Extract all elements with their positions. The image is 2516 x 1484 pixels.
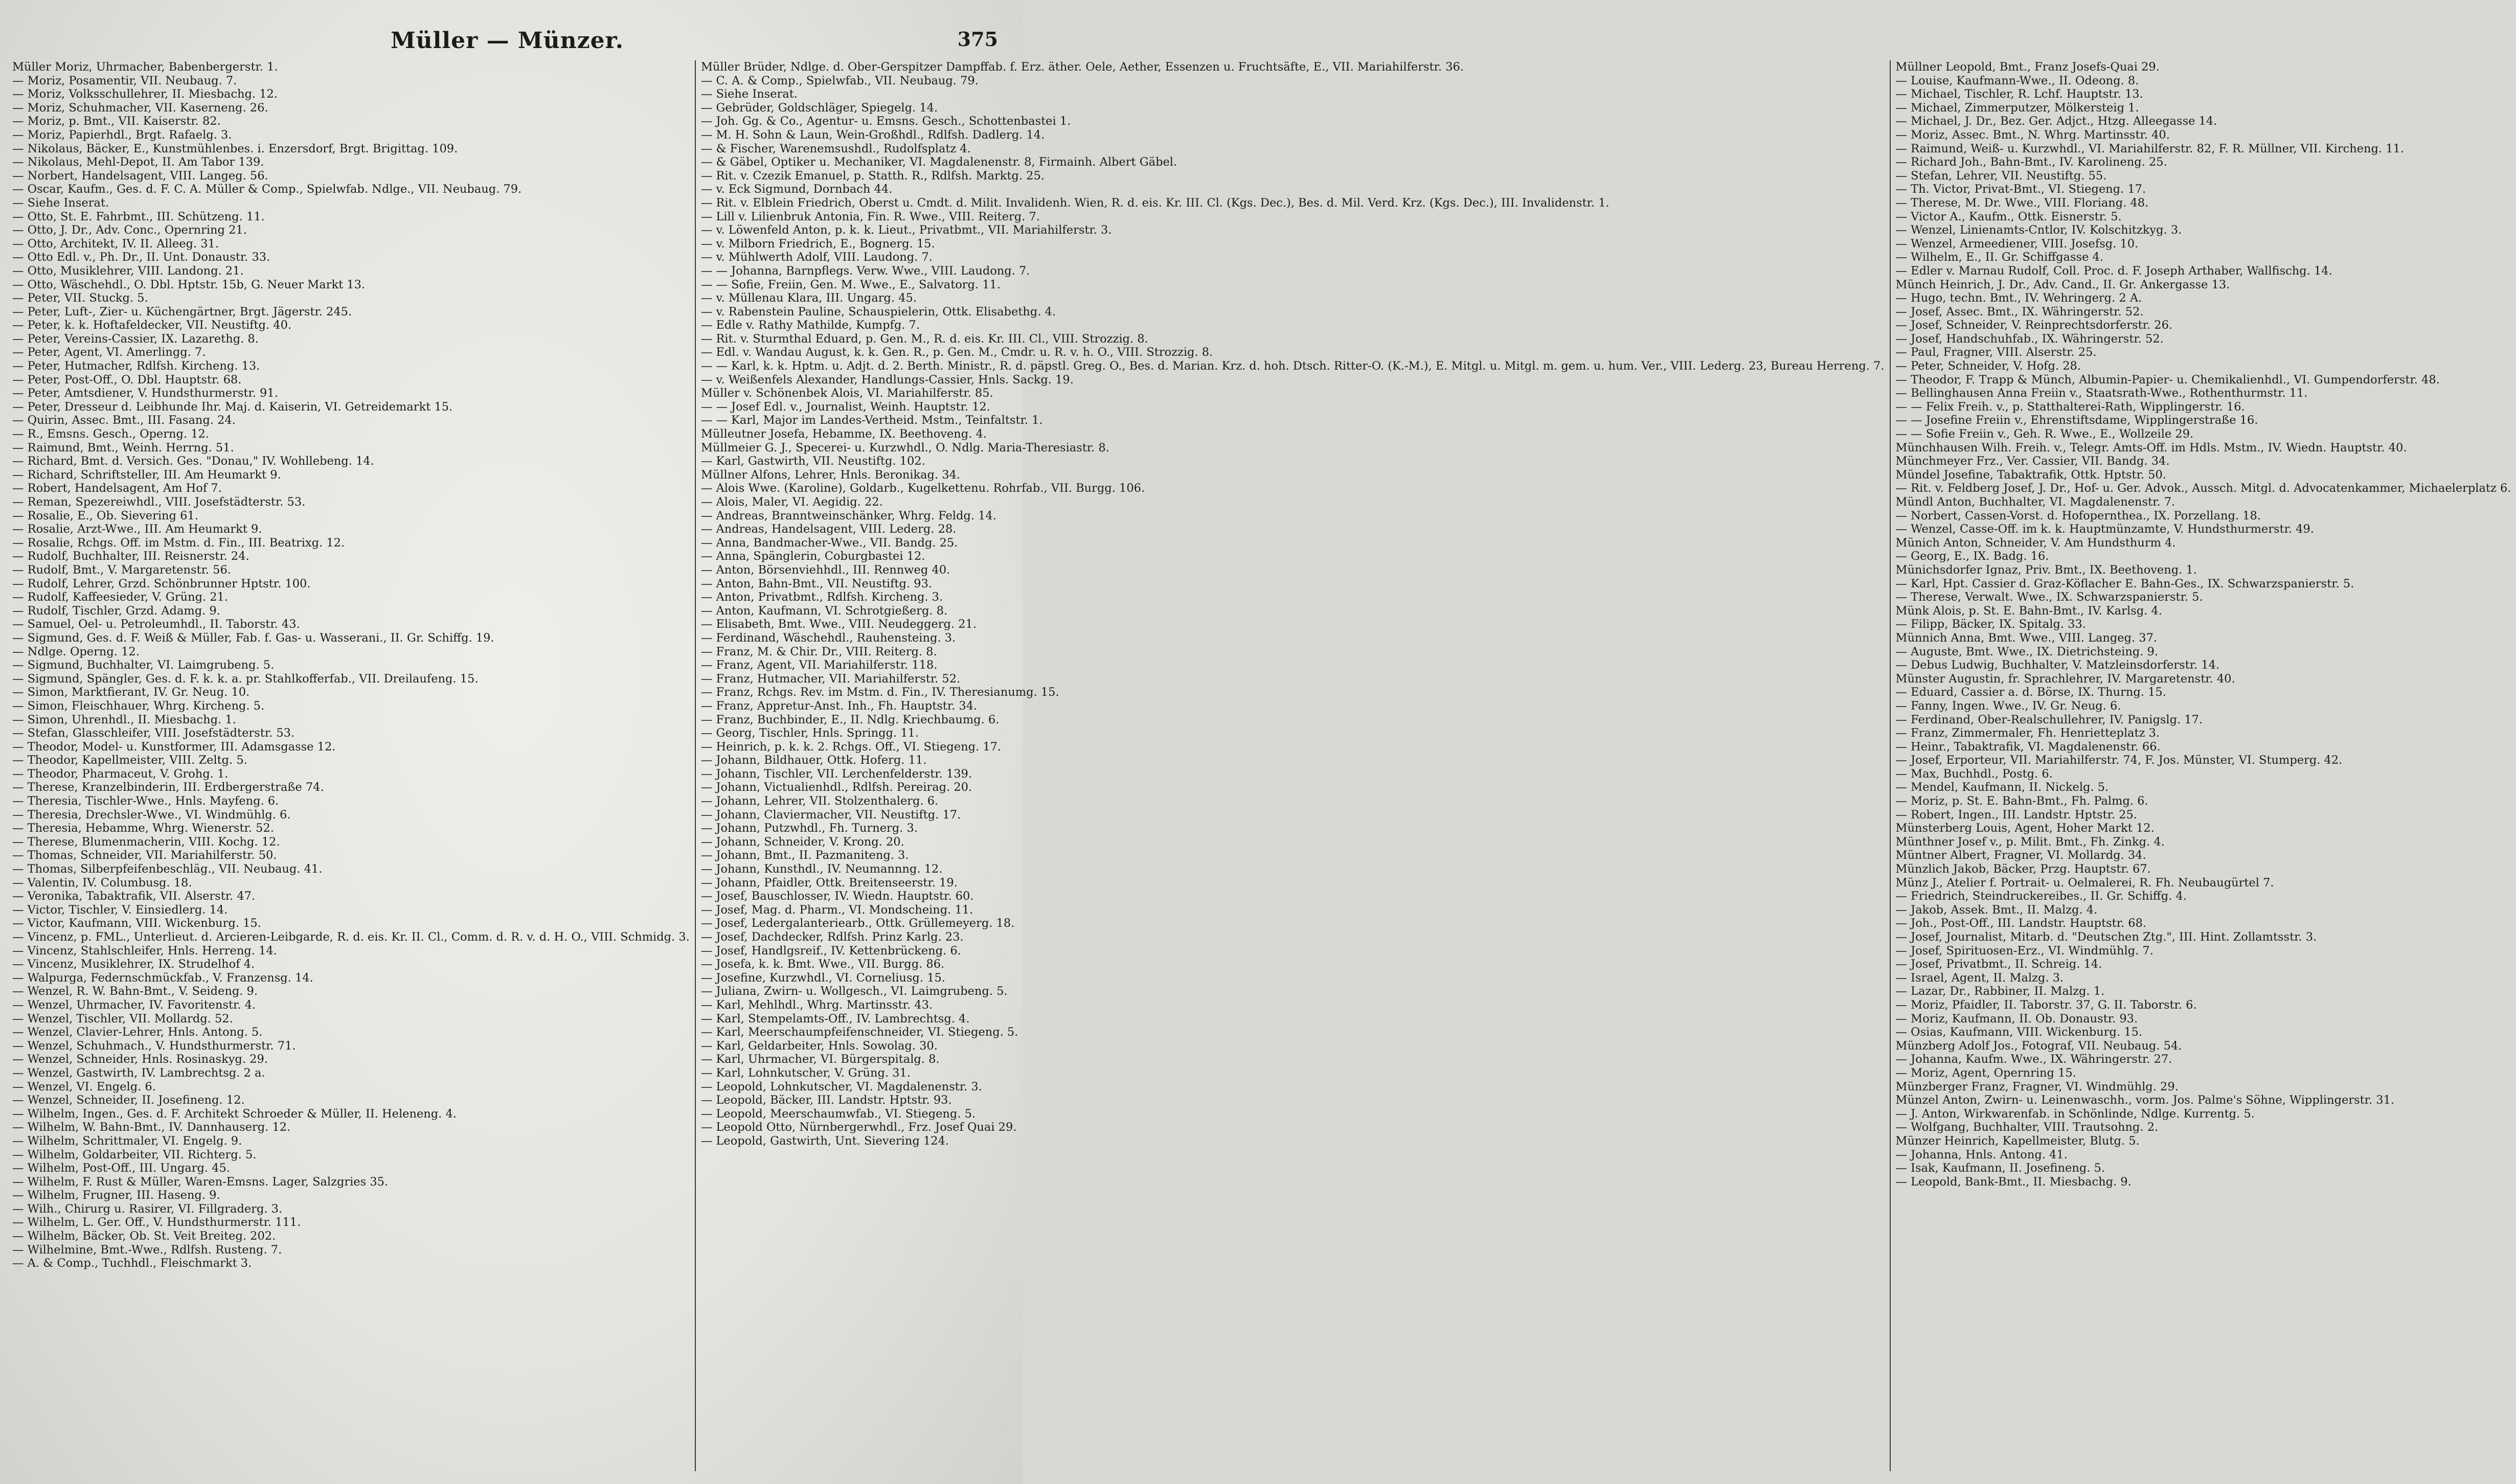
directory-entry: — Ferdinand, Ober-Realschullehrer, IV. Panigslg. 17. (1895, 713, 2203, 726)
directory-entry: — Alois Wwe. (Karoline), Goldarb., Kugelkettenu. Rohrfab., VII. Burgg. 106. (700, 482, 1145, 495)
directory-entry: — Richard Joh., Bahn-Bmt., IV. Karolineng. 25. (1895, 155, 2167, 169)
directory-entry: — Isak, Kaufmann, II. Josefineng. 5. (1895, 1161, 2105, 1175)
directory-entry: — Peter, Agent, VI. Amerlingg. 7. (12, 346, 206, 359)
directory-entry: — Leopold, Meerschaumwfab., VI. Stiegeng. 5. (700, 1107, 976, 1121)
directory-entry: — Thomas, Schneider, VII. Mariahilferstr. 50. (12, 849, 277, 862)
directory-entry: — Franz, Appretur-Anst. Inh., Fh. Hauptstr. 34. (700, 699, 978, 713)
directory-entry: — Otto, Musiklehrer, VIII. Landong. 21. (12, 264, 244, 278)
directory-entry: — Johann, Schneider, V. Krong. 20. (700, 835, 904, 849)
directory-entry: — Auguste, Bmt. Wwe., IX. Dietrichsteing. 9. (1895, 645, 2159, 658)
directory-entry: — Vincenz, p. FML., Unterlieut. d. Arcieren-Leibgarde, R. d. eis. Kr. II. Cl., Comm. d. R. v. d. H. O., VIII. Schmidg. 3. (12, 930, 690, 944)
directory-entry: — Theodor, Kapellmeister, VIII. Zeltg. 5. (12, 754, 247, 767)
directory-entry: — Franz, M. & Chir. Dr., VIII. Reiterg. 8. (700, 645, 937, 658)
directory-entry: — Leopold, Gastwirth, Unt. Sievering 124. (700, 1134, 949, 1148)
directory-entry: — Lill v. Lilienbruk Antonia, Fin. R. Wwe., VIII. Reiterg. 7. (700, 210, 1040, 223)
directory-entry: Müntner Albert, Fragner, VI. Mollardg. 34. (1895, 849, 2146, 862)
directory-entry: — Rudolf, Buchhalter, III. Reisnerstr. 24. (12, 550, 250, 563)
directory-entry: — — Felix Freih. v., p. Statthalterei-Rath, Wipplingerstr. 16. (1895, 400, 2245, 414)
directory-entry: Münster Augustin, fr. Sprachlehrer, IV. Margaretenstr. 40. (1895, 672, 2235, 686)
directory-entry: — Hugo, techn. Bmt., IV. Wehringerg. 2 A. (1895, 291, 2142, 305)
directory-entry: — Wenzel, Clavier-Lehrer, Hnls. Antong. 5. (12, 1025, 263, 1039)
column-1 (7, 60, 696, 1471)
directory-entry: — Alois, Maler, VI. Aegidig. 22. (700, 495, 883, 509)
directory-entry: — Josef, Erporteur, VII. Mariahilferstr. 74, F. Jos. Münster, VI. Stumperg. 42. (1895, 754, 2343, 767)
directory-entry: — Leopold, Lohnkutscher, VI. Magdalenenstr. 3. (700, 1080, 982, 1093)
directory-entry: — Andreas, Handelsagent, VIII. Lederg. 28. (700, 522, 957, 536)
directory-entry: — Walpurga, Federnschmückfab., V. Franzensg. 14. (12, 971, 313, 985)
directory-entry: — Franz, Hutmacher, VII. Mariahilferstr. 52. (700, 672, 961, 686)
directory-entry: — v. Weißenfels Alexander, Handlungs-Cassier, Hnls. Sackg. 19. (700, 373, 1074, 386)
directory-entry: — Stefan, Lehrer, VII. Neustiftg. 55. (1895, 169, 2107, 182)
directory-entry: — Rosalie, Arzt-Wwe., III. Am Heumarkt 9. (12, 522, 262, 536)
directory-entry: — Andreas, Branntweinschänker, Whrg. Feldg. 14. (700, 509, 996, 522)
directory-entry: — Wenzel, Gastwirth, IV. Lambrechtsg. 2 a. (12, 1066, 265, 1080)
directory-entry: — Oscar, Kaufm., Ges. d. F. C. A. Müller & Comp., Spielwfab. Ndlge., VII. Neubaug. 79. (12, 182, 522, 196)
directory-entry: — Johann, Victualienhdl., Rdlfsh. Pereirag. 20. (700, 781, 972, 794)
directory-entry: — v. Milborn Friedrich, E., Bognerg. 15. (700, 237, 935, 250)
directory-entry: — Rit. v. Feldberg Josef, J. Dr., Hof- u. Ger. Advok., Aussch. Mitgl. d. Advocatenkammer, Michaelerplatz 6. (1895, 482, 2511, 495)
directory-entry: — Rudolf, Tischler, Grzd. Adamg. 9. (12, 604, 220, 618)
directory-entry: — Josef, Journalist, Mitarb. d. "Deutschen Ztg.", III. Hint. Zollamtsstr. 3. (1895, 930, 2317, 944)
directory-entry: — Richard, Bmt. d. Versich. Ges. "Donau," IV. Wohllebeng. 14. (12, 454, 374, 468)
directory-entry: — Stefan, Glasschleifer, VIII. Josefstädterstr. 53. (12, 726, 295, 740)
directory-entry: — Joh. Gg. & Co., Agentur- u. Emsns. Gesch., Schottenbastei 1. (700, 115, 1071, 128)
directory-entry: — Joh., Post-Off., III. Landstr. Hauptstr. 68. (1895, 917, 2147, 930)
directory-entry: — Peter, Hutmacher, Rdlfsh. Kircheng. 13. (12, 359, 260, 373)
directory-entry: — Robert, Ingen., III. Landstr. Hptstr. 25. (1895, 808, 2137, 821)
directory-entry: — Rudolf, Lehrer, Grzd. Schönbrunner Hptstr. 100. (12, 577, 311, 590)
directory-entry: — Robert, Handelsagent, Am Hof 7. (12, 482, 222, 495)
page-title: Müller — Münzer. (390, 28, 624, 54)
directory-entry: — Thomas, Silberpfeifenbeschläg., VII. Neubaug. 41. (12, 862, 323, 876)
directory-entry: — Wenzel, Linienamts-Cntlor, IV. Kolschitzkyg. 3. (1895, 223, 2182, 237)
directory-entry: Müller Brüder, Ndlge. d. Ober-Gerspitzer Dampffab. f. Erz. äther. Oele, Aether, Essenzen u. Fruchtsäfte, E., VII. Mariahilferstr. 36. (700, 60, 1464, 74)
directory-entry: — Josef, Handschuhfab., IX. Währingerstr. 52. (1895, 332, 2164, 346)
directory-entry: — Moriz, Papierhdl., Brgt. Rafaelg. 3. (12, 128, 232, 142)
directory-entry: — Michael, Zimmerputzer, Mölkersteig 1. (1895, 101, 2139, 115)
directory-entry: — Karl, Meerschaumpfeifenschneider, VI. Stiegeng. 5. (700, 1025, 1018, 1039)
directory-entry: Müllner Alfons, Lehrer, Hnls. Beronikag. 34. (700, 468, 961, 482)
directory-entry: — Josef, Mag. d. Pharm., VI. Mondscheing. 11. (700, 903, 973, 917)
directory-entry: — Anna, Spänglerin, Coburgbastei 12. (700, 550, 925, 563)
directory-entry: Münzberger Franz, Fragner, VI. Windmühlg. 29. (1895, 1080, 2179, 1093)
directory-entry: — Rudolf, Kaffeesieder, V. Grüng. 21. (12, 590, 229, 604)
directory-entry: — Johann, Putzwhdl., Fh. Turnerg. 3. (700, 821, 918, 835)
directory-entry: — — Karl, Major im Landes-Vertheid. Mstm., Teinfaltstr. 1. (700, 414, 1043, 427)
directory-entry: — Wenzel, Schneider, II. Josefineng. 12. (12, 1093, 245, 1107)
directory-entry: Mündel Josefine, Tabaktrafik, Ottk. Hptstr. 50. (1895, 468, 2166, 482)
directory-entry: — Franz, Zimmermaler, Fh. Henrietteplatz 3. (1895, 726, 2160, 740)
directory-entry: — Wilhelm, F. Rust & Müller, Waren-Emsns. Lager, Salzgries 35. (12, 1175, 389, 1189)
directory-entry: — & Gäbel, Optiker u. Mechaniker, VI. Magdalenenstr. 8, Firmainh. Albert Gäbel. (700, 155, 1177, 169)
directory-entry: — Johann, Claviermacher, VII. Neustiftg. 17. (700, 808, 961, 821)
directory-entry: Mülleutner Josefa, Hebamme, IX. Beethoveng. 4. (700, 427, 987, 441)
directory-entry: — — Josef Edl. v., Journalist, Weinh. Hauptstr. 12. (700, 400, 990, 414)
directory-entry: — Josef, Handlgsreif., IV. Kettenbrückeng. 6. (700, 944, 961, 957)
directory-entry: — Johann, Kunsthdl., IV. Neumannng. 12. (700, 862, 943, 876)
directory-entry: — Anton, Bahn-Bmt., VII. Neustiftg. 93. (700, 577, 932, 590)
directory-entry: — Wilhelm, Frugner, III. Haseng. 9. (12, 1189, 220, 1202)
directory-entry: — Otto Edl. v., Ph. Dr., II. Unt. Donaustr. 33. (12, 250, 270, 264)
directory-entry: — Wilhelm, E., II. Gr. Schiffgasse 4. (1895, 250, 2104, 264)
directory-entry: — Anton, Privatbmt., Rdlfsh. Kircheng. 3. (700, 590, 943, 604)
directory-entry: — Simon, Fleischhauer, Whrg. Kircheng. 5. (12, 699, 265, 713)
directory-entry: — Jakob, Assek. Bmt., II. Malzg. 4. (1895, 903, 2098, 917)
directory-entry: — Sigmund, Ges. d. F. Weiß & Müller, Fab. f. Gas- u. Wasserani., II. Gr. Schiffg. 19. (12, 631, 494, 645)
directory-entry: — Edler v. Marnau Rudolf, Coll. Proc. d. F. Joseph Arthaber, Wallfischg. 14. (1895, 264, 2332, 278)
directory-entry: — A. & Comp., Tuchhdl., Fleischmarkt 3. (12, 1257, 252, 1270)
directory-entry: — Karl, Uhrmacher, VI. Bürgerspitalg. 8. (700, 1053, 940, 1066)
directory-entry: — — Sofie Freiin v., Geh. R. Wwe., E., Wollzeile 29. (1895, 427, 2194, 441)
directory-entry: — Theodor, F. Trapp & Münch, Albumin-Papier- u. Chemikalienhdl., VI. Gumpendorferstr. 48. (1895, 373, 2440, 386)
directory-entry: — Otto, Wäschehdl., O. Dbl. Hptstr. 15b, G. Neuer Markt 13. (12, 278, 366, 291)
directory-entry: — Moriz, Posamentir, VII. Neubaug. 7. (12, 74, 237, 87)
directory-entry: — Leopold, Bank-Bmt., II. Miesbachg. 9. (1895, 1175, 2132, 1189)
directory-entry: — Leopold, Bäcker, III. Landstr. Hptstr. 93. (700, 1093, 952, 1107)
directory-entry: — Johann, Pfaidler, Ottk. Breitenseerstr. 19. (700, 876, 958, 889)
directory-entry: — Gebrüder, Goldschläger, Spiegelg. 14. (700, 101, 938, 115)
directory-entry: — Victor, Kaufmann, VIII. Wickenburg. 15. (12, 917, 261, 930)
directory-entry: Münch Heinrich, J. Dr., Adv. Cand., II. Gr. Ankergasse 13. (1895, 278, 2230, 291)
directory-entry: — Wolfgang, Buchhalter, VIII. Trautsohng. 2. (1895, 1121, 2159, 1134)
directory-entry: — R., Emsns. Gesch., Operng. 12. (12, 427, 209, 441)
directory-entry: — Moriz, Agent, Opernring 15. (1895, 1066, 2076, 1080)
directory-entry: — Moriz, Volksschullehrer, II. Miesbachg. 12. (12, 87, 278, 101)
directory-entry: — Otto, Architekt, IV. II. Alleeg. 31. (12, 237, 219, 250)
directory-entry: — Filipp, Bäcker, IX. Spitalg. 33. (1895, 618, 2086, 631)
directory-entry: — Peter, k. k. Hoftafeldecker, VII. Neustiftg. 40. (12, 318, 292, 332)
directory-entry: — Theresia, Hebamme, Whrg. Wienerstr. 52. (12, 821, 274, 835)
directory-entry: — Theresia, Tischler-Wwe., Hnls. Mayfeng. 6. (12, 794, 279, 808)
directory-entry: — — Johanna, Barnpflegs. Verw. Wwe., VIII. Laudong. 7. (700, 264, 1030, 278)
directory-entry: — Reman, Spezereiwhdl., VIII. Josefstädterstr. 53. (12, 495, 306, 509)
directory-entry: — Theodor, Model- u. Kunstformer, III. Adamsgasse 12. (12, 740, 336, 754)
directory-entry: — Wilhelm, Post-Off., III. Ungarg. 45. (12, 1161, 230, 1175)
directory-entry: — Wilhelm, Bäcker, Ob. St. Veit Breiteg. 202. (12, 1229, 276, 1243)
directory-entry: — C. A. & Comp., Spielwfab., VII. Neubaug. 79. (700, 74, 979, 87)
directory-entry: — J. Anton, Wirkwarenfab. in Schönlinde, Ndlge. Kurrentg. 5. (1895, 1107, 2255, 1121)
directory-entry: — Bellinghausen Anna Freiin v., Staatsrath-Wwe., Rothenthurmstr. 11. (1895, 386, 2308, 400)
directory-entry: — Karl, Hpt. Cassier d. Graz-Köflacher E. Bahn-Ges., IX. Schwarzspanierstr. 5. (1895, 577, 2354, 590)
directory-entry: — Siehe Inserat. (12, 196, 109, 210)
directory-entry: — Moriz, Assec. Bmt., N. Whrg. Martinsstr. 40. (1895, 128, 2170, 142)
directory-entry: — Norbert, Handelsagent, VIII. Langeg. 56. (12, 169, 268, 182)
directory-entry: — Sigmund, Spängler, Ges. d. F. k. k. a. pr. Stahlkofferfab., VII. Dreilaufeng. 15. (12, 672, 479, 686)
directory-entry: — Josefine, Kurzwhdl., VI. Corneliusg. 15. (700, 971, 945, 985)
directory-entry: — Rit. v. Elblein Friedrich, Oberst u. Cmdt. d. Milit. Invalidenh. Wien, R. d. eis. Kr. III. Cl. (Kgs. Dec.), Bes. d. Mil. Verd. Krz. (Kgs. Dec.), III. Invalidenstr. 1. (700, 196, 1610, 210)
directory-entry: — Heinr., Tabaktrafik, VI. Magdalenenstr. 66. (1895, 740, 2161, 754)
directory-entry: — Wilhelm, L. Ger. Off., V. Hundsthurmerstr. 111. (12, 1216, 301, 1229)
directory-entry: — Vincenz, Musiklehrer, IX. Strudelhof 4. (12, 957, 255, 971)
directory-entry: Münchmeyer Frz., Ver. Cassier, VII. Bandg. 34. (1895, 454, 2170, 468)
directory-entry: Münzberg Adolf Jos., Fotograf, VII. Neubaug. 54. (1895, 1039, 2182, 1053)
directory-entry: — v. Eck Sigmund, Dornbach 44. (700, 182, 893, 196)
directory-entry: — Peter, VII. Stuckg. 5. (12, 291, 148, 305)
directory-entry: — Simon, Marktfierant, IV. Gr. Neug. 10. (12, 686, 250, 699)
directory-entry: Müllmeier G. J., Specerei- u. Kurzwhdl., O. Ndlg. Maria-Theresiastr. 8. (700, 441, 1109, 454)
directory-entry: — Max, Buchhdl., Postg. 6. (1895, 767, 2053, 781)
directory-entry: — Ndlge. Operng. 12. (12, 645, 140, 658)
directory-entry: — Ferdinand, Wäschehdl., Rauhensteing. 3. (700, 631, 956, 645)
directory-entry: — v. Müllenau Klara, III. Ungarg. 45. (700, 291, 917, 305)
directory-entry: — Karl, Geldarbeiter, Hnls. Sowolag. 30. (700, 1039, 938, 1053)
directory-entry: — Vincenz, Stahlschleifer, Hnls. Herreng. 14. (12, 944, 277, 957)
directory-entry: — v. Mühlwerth Adolf, VIII. Laudong. 7. (700, 250, 933, 264)
column-2 (696, 60, 1891, 1471)
directory-entry: — Therese, Kranzelbinderin, III. Erdbergerstraße 74. (12, 781, 324, 794)
directory-entry: — Karl, Stempelamts-Off., IV. Lambrechtsg. 4. (700, 1012, 970, 1025)
directory-entry: — Wenzel, VI. Engelg. 6. (12, 1080, 156, 1093)
directory-entry: — Leopold Otto, Nürnbergerwhdl., Frz. Josef Quai 29. (700, 1121, 1017, 1134)
directory-entry: Münzer Heinrich, Kapellmeister, Blutg. 5. (1895, 1134, 2140, 1148)
directory-entry: Müller v. Schönenbek Alois, VI. Mariahilferstr. 85. (700, 386, 993, 400)
directory-entry: — Franz, Rchgs. Rev. im Mstm. d. Fin., IV. Theresianumg. 15. (700, 686, 1059, 699)
directory-entry: Münchhausen Wilh. Freih. v., Telegr. Amts-Off. im Hdls. Mstm., IV. Wiedn. Hauptstr. 40. (1895, 441, 2407, 454)
directory-entry: — Heinrich, p. k. k. 2. Rchgs. Off., VI. Stiegeng. 17. (700, 740, 1002, 754)
directory-entry: — Wenzel, Schneider, Hnls. Rosinaskyg. 29. (12, 1053, 268, 1066)
directory-entry: — Michael, Tischler, R. Lchf. Hauptstr. 13. (1895, 87, 2143, 101)
directory-entry: Müller Moriz, Uhrmacher, Babenbergerstr. 1. (12, 60, 278, 74)
directory-entry: — Louise, Kaufmann-Wwe., II. Odeong. 8. (1895, 74, 2139, 87)
directory-entry: — Josef, Schneider, V. Reinprechtsdorferstr. 26. (1895, 318, 2173, 332)
directory-entry: — Siehe Inserat. (700, 87, 798, 101)
directory-entry: — Quirin, Assec. Bmt., III. Fasang. 24. (12, 414, 236, 427)
directory-entry: — v. Löwenfeld Anton, p. k. k. Lieut., Privatbmt., VII. Mariahilferstr. 3. (700, 223, 1112, 237)
directory-entry: Münthner Josef v., p. Milit. Bmt., Fh. Zinkg. 4. (1895, 835, 2165, 849)
directory-entry: — Therese, Blumenmacherin, VIII. Kochg. 12. (12, 835, 280, 849)
directory-entry: — Josef, Bauschlosser, IV. Wiedn. Hauptstr. 60. (700, 889, 974, 903)
directory-entry: — Johann, Lehrer, VII. Stolzenthalerg. 6. (700, 794, 939, 808)
directory-entry: — Anna, Bandmacher-Wwe., VII. Bandg. 25. (700, 536, 958, 550)
column-3 (1891, 60, 2516, 1471)
directory-entry: — Th. Victor, Privat-Bmt., VI. Stiegeng. 17. (1895, 182, 2146, 196)
directory-entry: — Osias, Kaufmann, VIII. Wickenburg. 15. (1895, 1025, 2143, 1039)
directory-entry: — Josef, Assec. Bmt., IX. Währingerstr. 52. (1895, 305, 2144, 318)
directory-entry: — Franz, Buchbinder, E., II. Ndlg. Kriechbaumg. 6. (700, 713, 1000, 726)
directory-entry: — Israel, Agent, II. Malzg. 3. (1895, 971, 2064, 985)
directory-entry: — Wilhelm, Goldarbeiter, VII. Richterg. 5. (12, 1148, 257, 1161)
directory-entry: — Wenzel, Casse-Off. im k. k. Hauptmünzamte, V. Hundsthurmerstr. 49. (1895, 522, 2314, 536)
directory-entry: — Moriz, p. St. E. Bahn-Bmt., Fh. Palmg. 6. (1895, 794, 2148, 808)
directory-entry: — Josef, Spirituosen-Erz., VI. Windmühlg. 7. (1895, 944, 2154, 957)
directory-entry: — Wenzel, R. W. Bahn-Bmt., V. Seideng. 9. (12, 985, 258, 998)
directory-entry: — Georg, Tischler, Hnls. Springg. 11. (700, 726, 919, 740)
directory-entry: — Victor A., Kaufm., Ottk. Eisnerstr. 5. (1895, 210, 2122, 223)
directory-entry: — Therese, Verwalt. Wwe., IX. Schwarzspanierstr. 5. (1895, 590, 2203, 604)
directory-entry: — Rit. v. Sturmthal Eduard, p. Gen. M., R. d. eis. Kr. III. Cl., VIII. Strozzig. 8. (700, 332, 1148, 346)
directory-entry: — Eduard, Cassier a. d. Börse, IX. Thurng. 15. (1895, 686, 2166, 699)
directory-entry: — Paul, Fragner, VIII. Alserstr. 25. (1895, 346, 2097, 359)
directory-entry: — Nikolaus, Mehl-Depot, II. Am Tabor 139. (12, 155, 264, 169)
directory-entry: — Josef, Ledergalanteriearb., Ottk. Grüllemeyerg. 18. (700, 917, 1015, 930)
directory-entry: Münsterberg Louis, Agent, Hoher Markt 12. (1895, 821, 2155, 835)
directory-entry: — M. H. Sohn & Laun, Wein-Großhdl., Rdlfsh. Dadlerg. 14. (700, 128, 1045, 142)
directory-entry: — Wilhelm, Schrittmaler, VI. Engelg. 9. (12, 1134, 242, 1148)
directory-entry: Münzel Anton, Zwirn- u. Leinenwaschh., vorm. Jos. Palme's Söhne, Wipplingerstr. 31. (1895, 1093, 2395, 1107)
directory-entry: — Rit. v. Czezik Emanuel, p. Statth. R., Rdlfsh. Marktg. 25. (700, 169, 1045, 182)
directory-entry: — Wenzel, Armeediener, VIII. Josefsg. 10. (1895, 237, 2139, 250)
directory-entry: — Peter, Amtsdiener, V. Hundsthurmerstr. 91. (12, 386, 278, 400)
directory-entry: — Otto, St. E. Fahrbmt., III. Schützeng. 11. (12, 210, 265, 223)
directory-entry: — Wenzel, Tischler, VII. Mollardg. 52. (12, 1012, 233, 1025)
directory-entry: Müllner Leopold, Bmt., Franz Josefs-Quai 29. (1895, 60, 2160, 74)
directory-entry: — Wenzel, Uhrmacher, IV. Favoritenstr. 4. (12, 998, 256, 1012)
directory-entry: — Karl, Mehlhdl., Whrg. Martinsstr. 43. (700, 998, 933, 1012)
directory-entry: — Simon, Uhrenhdl., II. Miesbachg. 1. (12, 713, 236, 726)
directory-entry: — Peter, Vereins-Cassier, IX. Lazarethg. 8. (12, 332, 259, 346)
directory-entry: — Theodor, Pharmaceut, V. Grohg. 1. (12, 767, 229, 781)
directory-entry: — Veronika, Tabaktrafik, VII. Alserstr. 47. (12, 889, 256, 903)
directory-entry: — Moriz, Kaufmann, II. Ob. Donaustr. 93. (1895, 1012, 2138, 1025)
directory-entry: — Peter, Schneider, V. Hofg. 28. (1895, 359, 2081, 373)
directory-entry: — Peter, Luft-, Zier- u. Küchengärtner, Brgt. Jägerstr. 245. (12, 305, 352, 318)
directory-entry: — Johanna, Hnls. Antong. 41. (1895, 1148, 2068, 1161)
directory-entry: — Theresia, Drechsler-Wwe., VI. Windmühlg. 6. (12, 808, 291, 821)
directory-entry: — Edl. v. Wandau August, k. k. Gen. R., p. Gen. M., Cmdr. u. R. v. h. O., VIII. Strozzig. 8. (700, 346, 1213, 359)
directory-entry: — Lazar, Dr., Rabbiner, II. Malzg. 1. (1895, 985, 2105, 998)
directory-entry: Münichsdorfer Ignaz, Priv. Bmt., IX. Beethoveng. 1. (1895, 563, 2197, 577)
directory-entry: — Valentin, IV. Columbusg. 18. (12, 876, 192, 889)
directory-entry: — Georg, E., IX. Badg. 16. (1895, 550, 2049, 563)
directory-entry: — Josefa, k. k. Bmt. Wwe., VII. Burgg. 86. (700, 957, 945, 971)
directory-entry: — Rosalie, E., Ob. Sievering 61. (12, 509, 198, 522)
directory-entry: — — Karl, k. k. Hptm. u. Adjt. d. 2. Berth. Ministr., R. d. päpstl. Greg. O., Bes. d. Marian. Krz. d. hoh. Dtsch. Ritter-O. (K.-M.), E. Mitgl. u. Mitgl. m. gem. u. hum. Ver., VIII. Lederg. 23, Bureau Herreng. 7. (700, 359, 1885, 373)
directory-entry: — Wilhelm, Ingen., Ges. d. F. Architekt Schroeder & Müller, II. Heleneng. 4. (12, 1107, 457, 1121)
directory-entry: — Victor, Tischler, V. Einsiedlerg. 14. (12, 903, 228, 917)
directory-entry: — Johanna, Kaufm. Wwe., IX. Währingerstr. 27. (1895, 1053, 2172, 1066)
directory-entry: — Rudolf, Bmt., V. Margaretenstr. 56. (12, 563, 231, 577)
directory-entry: — Sigmund, Buchhalter, VI. Laimgrubeng. 5. (12, 658, 275, 672)
directory-entry: — Nikolaus, Bäcker, E., Kunstmühlenbes. i. Enzersdorf, Brgt. Brigittag. 109. (12, 142, 458, 155)
directory-entry: — Juliana, Zwirn- u. Wollgesch., VI. Laimgrubeng. 5. (700, 985, 1008, 998)
directory-entry: — Wilhelmine, Bmt.-Wwe., Rdlfsh. Rusteng. 7. (12, 1243, 282, 1257)
directory-entry: — Johann, Bmt., II. Pazmaniteng. 3. (700, 849, 909, 862)
directory-entry: — Karl, Lohnkutscher, V. Grüng. 31. (700, 1066, 911, 1080)
directory-columns (7, 60, 2511, 1471)
directory-entry: — Therese, M. Dr. Wwe., VIII. Floriang. 48. (1895, 196, 2149, 210)
directory-entry: — — Josefine Freiin v., Ehrenstiftsdame, Wipplingerstraße 16. (1895, 414, 2258, 427)
directory-entry: — Rosalie, Rchgs. Off. im Mstm. d. Fin., III. Beatrixg. 12. (12, 536, 345, 550)
directory-entry: — Otto, J. Dr., Adv. Conc., Opernring 21. (12, 223, 247, 237)
directory-entry: — Johann, Bildhauer, Ottk. Hoferg. 11. (700, 754, 927, 767)
directory-entry: — Josef, Dachdecker, Rdlfsh. Prinz Karlg. 23. (700, 930, 964, 944)
directory-entry: Münz J., Atelier f. Portrait- u. Oelmalerei, R. Fh. Neubaugürtel 7. (1895, 876, 2274, 889)
directory-entry: — Anton, Börsenviehhdl., III. Rennweg 40. (700, 563, 950, 577)
directory-entry: — Raimund, Weiß- u. Kurzwhdl., VI. Mariahilferstr. 82, F. R. Müllner, VII. Kircheng. 11. (1895, 142, 2404, 155)
directory-entry: — Moriz, p. Bmt., VII. Kaiserstr. 82. (12, 115, 221, 128)
directory-entry: — Moriz, Pfaidler, II. Taborstr. 37, G. II. Taborstr. 6. (1895, 998, 2197, 1012)
directory-entry: — & Fischer, Warenemsushdl., Rudolfsplatz 4. (700, 142, 971, 155)
directory-entry: — Wilh., Chirurg u. Rasirer, VI. Fillgraderg. 3. (12, 1202, 283, 1216)
directory-entry: Mündl Anton, Buchhalter, VI. Magdalenenstr. 7. (1895, 495, 2175, 509)
directory-entry: — Raimund, Bmt., Weinh. Herrng. 51. (12, 441, 234, 454)
directory-entry: — Samuel, Oel- u. Petroleumhdl., II. Taborstr. 43. (12, 618, 300, 631)
directory-entry: — Fanny, Ingen. Wwe., IV. Gr. Neug. 6. (1895, 699, 2121, 713)
directory-entry: Münich Anton, Schneider, V. Am Hundsthurm 4. (1895, 536, 2176, 550)
directory-entry: — v. Rabenstein Pauline, Schauspielerin, Ottk. Elisabethg. 4. (700, 305, 1056, 318)
directory-entry: — Wilhelm, W. Bahn-Bmt., IV. Dannhauserg. 12. (12, 1121, 291, 1134)
directory-entry: Münnich Anna, Bmt. Wwe., VIII. Langeg. 37. (1895, 631, 2158, 645)
directory-entry: — Franz, Agent, VII. Mariahilferstr. 118. (700, 658, 938, 672)
directory-entry: Münk Alois, p. St. E. Bahn-Bmt., IV. Karlsg. 4. (1895, 604, 2162, 618)
directory-entry: — Richard, Schriftsteller, III. Am Heumarkt 9. (12, 468, 281, 482)
directory-entry: — Karl, Gastwirth, VII. Neustiftg. 102. (700, 454, 925, 468)
page-header (7, 20, 1007, 60)
directory-entry: — Peter, Post-Off., O. Dbl. Hauptstr. 68. (12, 373, 242, 386)
directory-entry: — Josef, Privatbmt., II. Schreig. 14. (1895, 957, 2102, 971)
page-number: 375 (957, 28, 998, 51)
directory-entry: — Wenzel, Schuhmach., V. Hundsthurmerstr. 71. (12, 1039, 296, 1053)
directory-entry: — Friedrich, Steindruckereibes., II. Gr. Schiffg. 4. (1895, 889, 2187, 903)
directory-entry: — Michael, J. Dr., Bez. Ger. Adjct., Htzg. Alleegasse 14. (1895, 115, 2217, 128)
directory-entry: — Edle v. Rathy Mathilde, Kumpfg. 7. (700, 318, 920, 332)
directory-entry: — Norbert, Cassen-Vorst. d. Hofopernthea., IX. Porzellang. 18. (1895, 509, 2261, 522)
directory-entry: — Johann, Tischler, VII. Lerchenfelderstr. 139. (700, 767, 972, 781)
directory-entry: Münzlich Jakob, Bäcker, Przg. Hauptstr. 67. (1895, 862, 2151, 876)
directory-entry: — Moriz, Schuhmacher, VII. Kaserneng. 26. (12, 101, 268, 115)
directory-entry: — Elisabeth, Bmt. Wwe., VIII. Neudeggerg. 21. (700, 618, 977, 631)
directory-entry: — — Sofie, Freiin, Gen. M. Wwe., E., Salvatorg. 11. (700, 278, 1001, 291)
directory-entry: — Peter, Dresseur d. Leibhunde Ihr. Maj. d. Kaiserin, VI. Getreidemarkt 15. (12, 400, 453, 414)
directory-entry: — Mendel, Kaufmann, II. Nickelg. 5. (1895, 781, 2109, 794)
directory-entry: — Anton, Kaufmann, VI. Schrotgießerg. 8. (700, 604, 948, 618)
directory-entry: — Debus Ludwig, Buchhalter, V. Matzleinsdorferstr. 14. (1895, 658, 2220, 672)
